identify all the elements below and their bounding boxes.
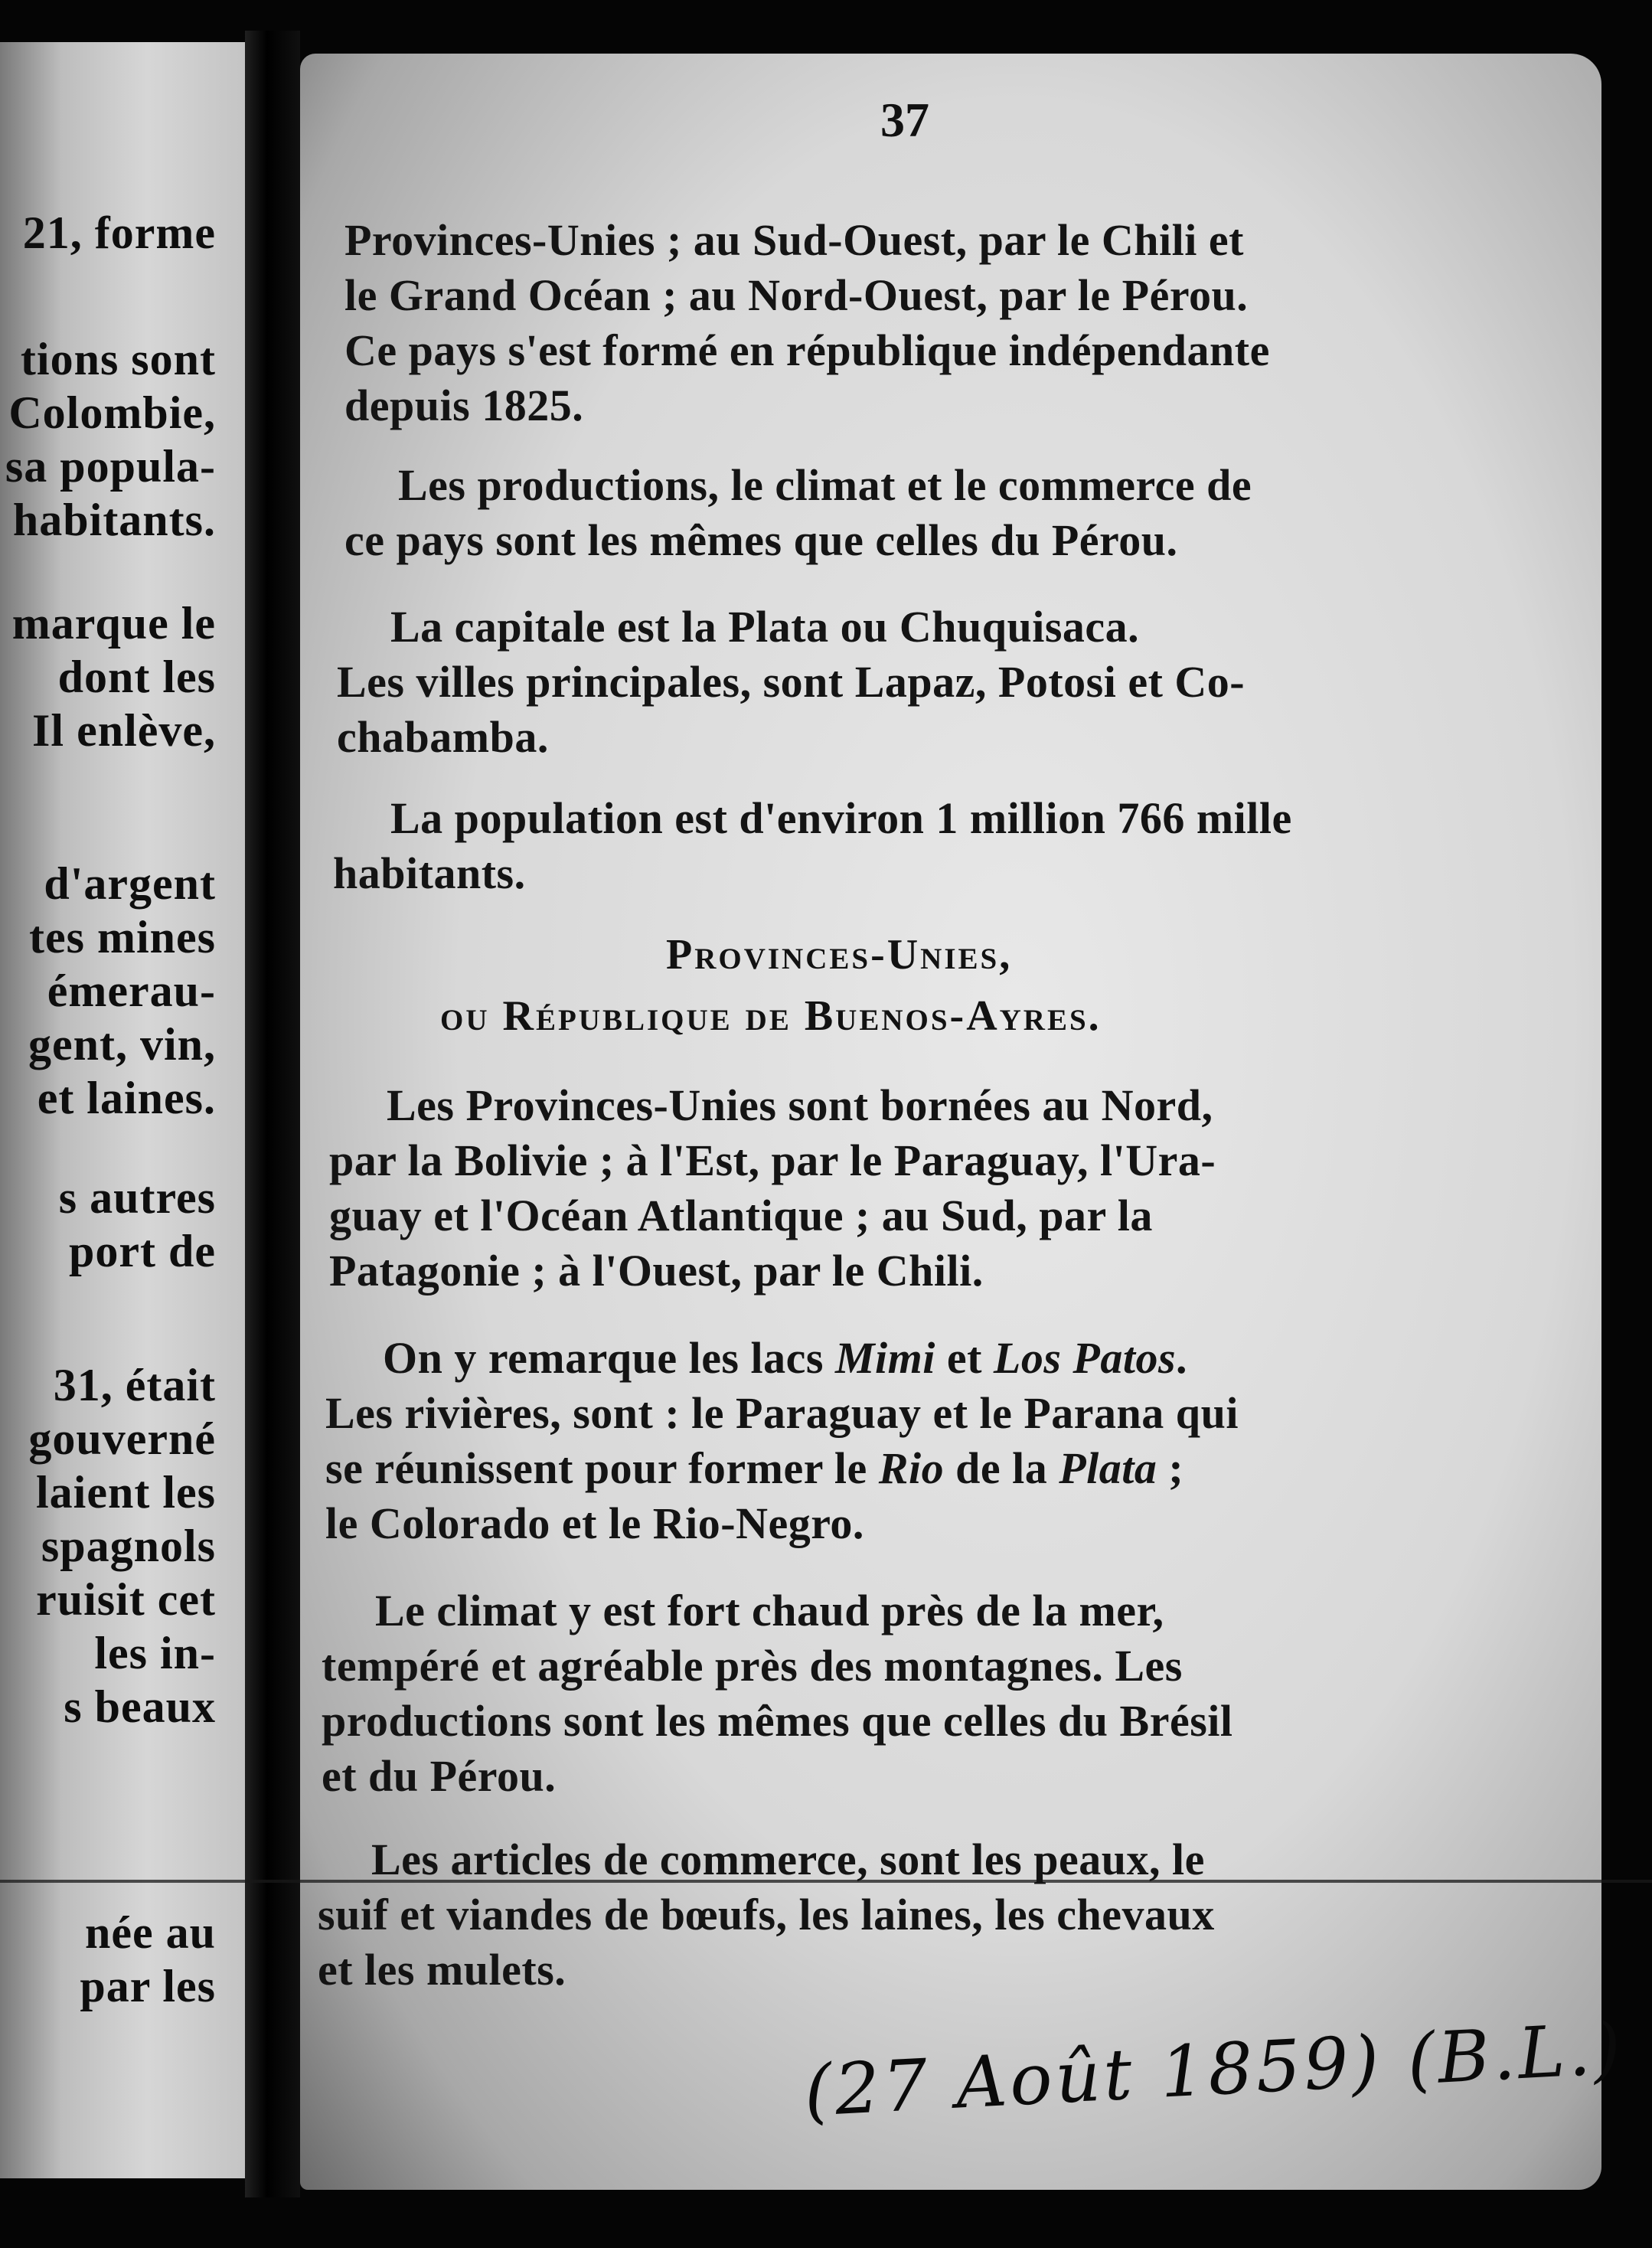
text-line: Provinces-Unies ; au Sud-Ouest, par le Chili et [344, 215, 1244, 265]
text-line: productions sont les mêmes que celles du Brésil [322, 1696, 1233, 1746]
handwritten-annotation: (27 Août 1859) (B.L.) [802, 2008, 1626, 2132]
left-fragment-line: 21, forme [22, 207, 216, 258]
text-line: La population est d'environ 1 million 766 mille [390, 793, 1292, 843]
text-run: le Colorado et le Rio-Negro. [325, 1498, 864, 1548]
previous-page-fragment [0, 42, 245, 2178]
left-fragment-line: par les [80, 1961, 216, 2011]
text-run: . [1176, 1333, 1188, 1383]
text-line: chabamba. [337, 712, 549, 762]
text-line: ce pays sont les mêmes que celles du Pérou. [344, 515, 1178, 565]
left-fragment-line: dont les [57, 652, 216, 702]
lake-name: Los Patos [993, 1333, 1177, 1383]
left-fragment-line: 31, était [53, 1360, 216, 1410]
left-fragment-line: d'argent [44, 858, 216, 909]
text-line [325, 1498, 864, 1549]
text-run: et [935, 1333, 994, 1383]
left-fragment-line: tes mines [29, 912, 216, 962]
left-fragment-line: gouverné [28, 1413, 216, 1464]
left-fragment-line: tions sont [20, 334, 216, 384]
left-fragment-line: port de [69, 1226, 216, 1276]
text-line: Les articles de commerce, sont les peaux, le [371, 1835, 1205, 1884]
text-line: habitants. [333, 848, 526, 898]
left-fragment-line: gent, vin, [28, 1019, 216, 1070]
left-fragment-line: Colombie, [8, 387, 216, 438]
text-line [325, 1387, 1239, 1439]
heading-line: Provinces-Unies, [666, 931, 1013, 979]
left-fragment-line: émerau- [47, 966, 216, 1016]
heading-line: ou République de Buenos-Ayres. [440, 992, 1102, 1040]
left-fragment-line: et laines. [37, 1073, 216, 1123]
left-fragment-line: s autres [58, 1172, 216, 1223]
text-line: Le climat y est fort chaud près de la mer, [375, 1586, 1164, 1635]
text-line: le Grand Océan ; au Nord-Ouest, par le Pérou. [344, 270, 1249, 320]
text-line: Les Provinces-Unies sont bornées au Nord, [387, 1080, 1213, 1130]
lake-name: Mimi [834, 1333, 935, 1383]
page-number: 37 [880, 93, 929, 147]
left-fragment-line: ruisit cet [36, 1574, 216, 1625]
left-fragment-line: marque le [11, 598, 216, 649]
text-line: La capitale est la Plata ou Chuquisaca. [390, 602, 1140, 652]
left-fragment-line: née au [85, 1907, 216, 1958]
text-run: On y remarque les lacs [383, 1333, 835, 1383]
left-fragment-line: s beaux [64, 1681, 216, 1732]
text-run: Les rivières, sont : le Paraguay et le Parana qui [325, 1388, 1239, 1438]
left-fragment-line: spagnols [41, 1521, 216, 1571]
text-line: et du Pérou. [322, 1751, 557, 1801]
text-line: guay et l'Océan Atlantique ; au Sud, par la [329, 1191, 1153, 1240]
text-line: suif et viandes de bœufs, les laines, les chevaux [318, 1890, 1215, 1939]
text-line: Les productions, le climat et le commerce de [398, 460, 1252, 510]
text-line [325, 1443, 1183, 1494]
left-fragment-line: Il enlève, [32, 705, 216, 756]
text-line: par la Bolivie ; à l'Est, par le Paraguay, l'Ura- [329, 1135, 1216, 1185]
text-run: se réunissent pour former le [325, 1443, 879, 1493]
river-name: Plata [1059, 1443, 1157, 1493]
text-line [383, 1332, 1187, 1384]
text-line: tempéré et agréable près des montagnes. Les [322, 1641, 1183, 1691]
river-name: Rio [878, 1443, 945, 1493]
text-line: Les villes principales, sont Lapaz, Potosi et Co- [337, 657, 1246, 707]
left-fragment-line: habitants. [12, 495, 216, 545]
text-line: depuis 1825. [344, 381, 584, 430]
text-line: Ce pays s'est formé en république indépendante [344, 325, 1270, 375]
book-gutter [245, 31, 300, 2197]
left-fragment-line: les in- [94, 1628, 216, 1678]
text-line: et les mulets. [318, 1945, 566, 1995]
left-fragment-line: laient les [36, 1467, 216, 1518]
left-fragment-line: sa popula- [5, 441, 216, 492]
text-run: ; [1157, 1443, 1184, 1493]
text-run: de la [944, 1443, 1059, 1493]
text-line: Patagonie ; à l'Ouest, par le Chili. [329, 1246, 984, 1296]
